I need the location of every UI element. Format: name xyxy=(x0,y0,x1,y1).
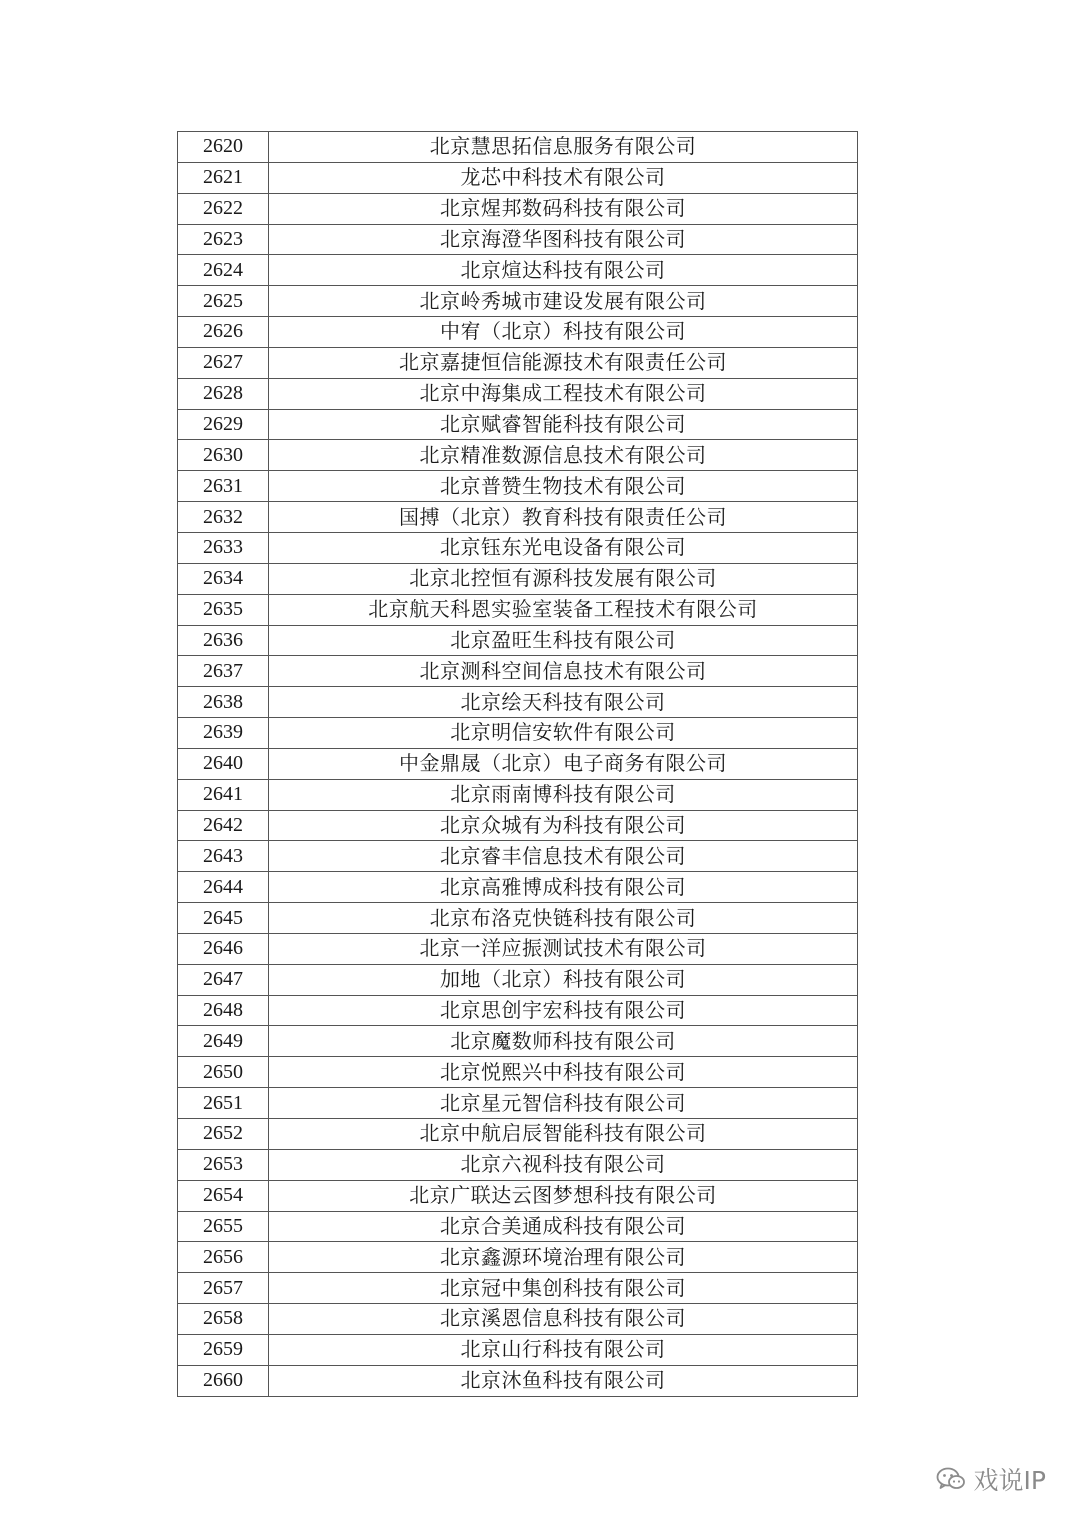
company-name: 北京六视科技有限公司 xyxy=(269,1149,858,1180)
row-number: 2627 xyxy=(178,347,269,378)
company-name: 北京慧思拓信息服务有限公司 xyxy=(269,132,858,163)
table-row xyxy=(178,1119,858,1150)
table-row xyxy=(178,1211,858,1242)
row-number: 2644 xyxy=(178,872,269,903)
company-name: 北京冠中集创科技有限公司 xyxy=(269,1273,858,1304)
table-row xyxy=(178,625,858,656)
company-name: 北京赋睿智能科技有限公司 xyxy=(269,409,858,440)
table-row xyxy=(178,1057,858,1088)
company-name: 北京中海集成工程技术有限公司 xyxy=(269,378,858,409)
company-name: 北京山行科技有限公司 xyxy=(269,1334,858,1365)
table-row xyxy=(178,748,858,779)
table-row xyxy=(178,1149,858,1180)
company-name: 北京思创宇宏科技有限公司 xyxy=(269,995,858,1026)
row-number: 2647 xyxy=(178,964,269,995)
table-row xyxy=(178,872,858,903)
table-row xyxy=(178,1088,858,1119)
table-row xyxy=(178,1334,858,1365)
table-row xyxy=(178,563,858,594)
table-row xyxy=(178,995,858,1026)
row-number: 2640 xyxy=(178,748,269,779)
table-row xyxy=(178,502,858,533)
row-number: 2625 xyxy=(178,286,269,317)
company-name: 北京盈旺生科技有限公司 xyxy=(269,625,858,656)
row-number: 2622 xyxy=(178,193,269,224)
table-row xyxy=(178,903,858,934)
company-name: 北京魔数师科技有限公司 xyxy=(269,1026,858,1057)
row-number: 2652 xyxy=(178,1119,269,1150)
table-row xyxy=(178,718,858,749)
table-row xyxy=(178,594,858,625)
company-name: 北京广联达云图梦想科技有限公司 xyxy=(269,1180,858,1211)
table-row xyxy=(178,841,858,872)
row-number: 2645 xyxy=(178,903,269,934)
table-row xyxy=(178,317,858,348)
row-number: 2649 xyxy=(178,1026,269,1057)
table-row xyxy=(178,933,858,964)
row-number: 2628 xyxy=(178,378,269,409)
table-row xyxy=(178,1242,858,1273)
company-name: 北京鑫源环境治理有限公司 xyxy=(269,1242,858,1273)
row-number: 2626 xyxy=(178,317,269,348)
row-number: 2636 xyxy=(178,625,269,656)
table-row xyxy=(178,1273,858,1304)
company-name: 北京睿丰信息技术有限公司 xyxy=(269,841,858,872)
table-row xyxy=(178,532,858,563)
company-name: 国搏（北京）教育科技有限责任公司 xyxy=(269,502,858,533)
table-row xyxy=(178,162,858,193)
company-list-body xyxy=(178,132,858,1397)
table-row xyxy=(178,1304,858,1335)
company-name: 北京测科空间信息技术有限公司 xyxy=(269,656,858,687)
row-number: 2620 xyxy=(178,132,269,163)
row-number: 2634 xyxy=(178,563,269,594)
company-name: 北京煋邦数码科技有限公司 xyxy=(269,193,858,224)
row-number: 2635 xyxy=(178,594,269,625)
company-name: 北京海澄华图科技有限公司 xyxy=(269,224,858,255)
company-name: 北京北控恒有源科技发展有限公司 xyxy=(269,563,858,594)
company-name: 北京精准数源信息技术有限公司 xyxy=(269,440,858,471)
watermark xyxy=(936,1461,1046,1497)
company-name: 北京嘉捷恒信能源技术有限责任公司 xyxy=(269,347,858,378)
row-number: 2656 xyxy=(178,1242,269,1273)
table-row xyxy=(178,810,858,841)
table-row xyxy=(178,255,858,286)
row-number: 2641 xyxy=(178,779,269,810)
row-number: 2637 xyxy=(178,656,269,687)
table-row xyxy=(178,409,858,440)
company-name: 北京沐鱼科技有限公司 xyxy=(269,1365,858,1396)
table-row xyxy=(178,193,858,224)
table-row xyxy=(178,687,858,718)
row-number: 2654 xyxy=(178,1180,269,1211)
row-number: 2621 xyxy=(178,162,269,193)
row-number: 2629 xyxy=(178,409,269,440)
row-number: 2631 xyxy=(178,471,269,502)
company-name: 北京钰东光电设备有限公司 xyxy=(269,532,858,563)
company-name: 北京普赞生物技术有限公司 xyxy=(269,471,858,502)
table-row xyxy=(178,1026,858,1057)
row-number: 2638 xyxy=(178,687,269,718)
table-row xyxy=(178,656,858,687)
row-number: 2630 xyxy=(178,440,269,471)
row-number: 2642 xyxy=(178,810,269,841)
company-name: 北京中航启辰智能科技有限公司 xyxy=(269,1119,858,1150)
row-number: 2650 xyxy=(178,1057,269,1088)
row-number: 2623 xyxy=(178,224,269,255)
company-name: 北京合美通成科技有限公司 xyxy=(269,1211,858,1242)
company-name: 中宥（北京）科技有限公司 xyxy=(269,317,858,348)
row-number: 2653 xyxy=(178,1149,269,1180)
row-number: 2624 xyxy=(178,255,269,286)
company-name: 龙芯中科技术有限公司 xyxy=(269,162,858,193)
company-name: 中金鼎晟（北京）电子商务有限公司 xyxy=(269,748,858,779)
company-name: 北京溪恩信息科技有限公司 xyxy=(269,1304,858,1335)
company-name: 北京明信安软件有限公司 xyxy=(269,718,858,749)
row-number: 2632 xyxy=(178,502,269,533)
table-row xyxy=(178,1365,858,1396)
row-number: 2639 xyxy=(178,718,269,749)
company-name: 北京众城有为科技有限公司 xyxy=(269,810,858,841)
row-number: 2657 xyxy=(178,1273,269,1304)
table-row xyxy=(178,132,858,163)
company-name: 加地（北京）科技有限公司 xyxy=(269,964,858,995)
wechat-icon xyxy=(936,1466,966,1492)
table-row xyxy=(178,471,858,502)
company-name: 北京航天科恩实验室装备工程技术有限公司 xyxy=(269,594,858,625)
table-row xyxy=(178,347,858,378)
watermark-text: 戏说IP xyxy=(973,1466,1046,1495)
table-row xyxy=(178,440,858,471)
company-name: 北京岭秀城市建设发展有限公司 xyxy=(269,286,858,317)
company-name: 北京高雅博成科技有限公司 xyxy=(269,872,858,903)
table-row xyxy=(178,378,858,409)
table-row xyxy=(178,779,858,810)
table-row xyxy=(178,286,858,317)
table-row xyxy=(178,224,858,255)
company-name: 北京一洋应振测试技术有限公司 xyxy=(269,933,858,964)
row-number: 2648 xyxy=(178,995,269,1026)
row-number: 2655 xyxy=(178,1211,269,1242)
row-number: 2643 xyxy=(178,841,269,872)
company-name: 北京绘天科技有限公司 xyxy=(269,687,858,718)
row-number: 2658 xyxy=(178,1304,269,1335)
table-row xyxy=(178,964,858,995)
company-name: 北京煊达科技有限公司 xyxy=(269,255,858,286)
row-number: 2646 xyxy=(178,933,269,964)
row-number: 2660 xyxy=(178,1365,269,1396)
row-number: 2633 xyxy=(178,532,269,563)
table-row xyxy=(178,1180,858,1211)
company-name: 北京雨南博科技有限公司 xyxy=(269,779,858,810)
row-number: 2651 xyxy=(178,1088,269,1119)
company-name: 北京布洛克快链科技有限公司 xyxy=(269,903,858,934)
company-list-table xyxy=(177,131,858,1397)
company-name: 北京悦熙兴中科技有限公司 xyxy=(269,1057,858,1088)
company-name: 北京星元智信科技有限公司 xyxy=(269,1088,858,1119)
row-number: 2659 xyxy=(178,1334,269,1365)
